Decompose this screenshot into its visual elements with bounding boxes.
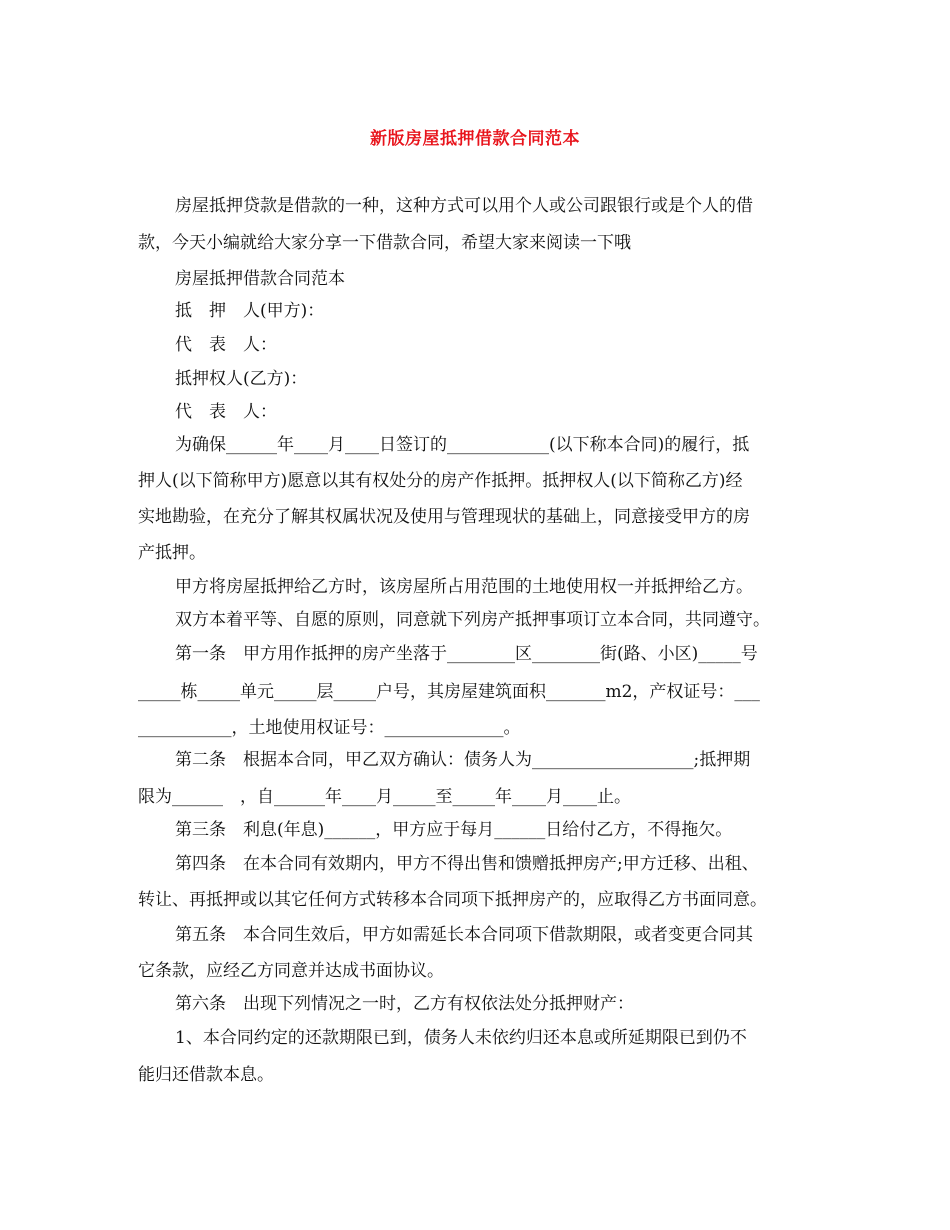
paragraph-line: 双方本着平等、自愿的原则，同意就下列房产抵押事项订立本合同，共同遵守。 bbox=[175, 610, 770, 630]
article-4-line: 第四条 在本合同有效期内，甲方不得出售和馈赠抵押房产;甲方迁移、出租、 bbox=[175, 854, 759, 874]
article-3-line: 第三条 利息(年息)______，甲方应于每月______日给付乙方，不得拖欠。 bbox=[175, 820, 733, 840]
article-1-line: ___________，土地使用权证号：______________。 bbox=[138, 718, 521, 738]
article-6-item-1: 1、本合同约定的还款期限已到，债务人未依约归还本息或所延期限已到仍不 bbox=[175, 1028, 747, 1048]
paragraph-line: 产抵押。 bbox=[138, 543, 206, 563]
article-6-item-1: 能归还借款本息。 bbox=[138, 1065, 274, 1085]
section-heading: 房屋抵押借款合同范本 bbox=[175, 269, 345, 289]
article-5-line: 第五条 本合同生效后，甲方如需延长本合同项下借款期限，或者变更合同其 bbox=[175, 925, 753, 945]
article-1-line: _____栋_____单元_____层_____户号，其房屋建筑面积_______m2，产权证号：___ bbox=[138, 682, 760, 702]
paragraph-line: 房屋抵押贷款是借款的一种，这种方式可以用个人或公司跟银行或是个人的借 bbox=[175, 196, 753, 216]
paragraph-line: 为确保______年____月____日签订的____________(以下称本合同)的履行，抵 bbox=[175, 435, 750, 455]
article-4-line: 转让、再抵押或以其它任何方式转移本合同项下抵押房产的，应取得乙方书面同意。 bbox=[138, 890, 767, 910]
party-a-label: 抵 押 人(甲方)： bbox=[175, 301, 325, 321]
paragraph-line: 甲方将房屋抵押给乙方时，该房屋所占用范围的土地使用权一并抵押给乙方。 bbox=[175, 577, 753, 597]
article-1-line: 第一条 甲方用作抵押的房产坐落于________区________街(路、小区)_____号 bbox=[175, 644, 758, 664]
article-5-line: 它条款，应经乙方同意并达成书面协议。 bbox=[138, 961, 444, 981]
paragraph-line: 款，今天小编就给大家分享一下借款合同，希望大家来阅读一下哦 bbox=[138, 233, 631, 253]
representative-label: 代 表 人： bbox=[175, 402, 277, 422]
paragraph-line: 实地勘验，在充分了解其权属状况及使用与管理现状的基础上，同意接受甲方的房 bbox=[138, 507, 750, 527]
article-2-line: 限为______ ，自______年____月_____至_____年____月____止。 bbox=[138, 787, 631, 807]
representative-label: 代 表 人： bbox=[175, 335, 277, 355]
party-b-label: 抵押权人(乙方)： bbox=[175, 369, 308, 389]
article-6-line: 第六条 出现下列情况之一时，乙方有权依法处分抵押财产： bbox=[175, 994, 634, 1014]
article-2-line: 第二条 根据本合同，甲乙双方确认：债务人为___________________;抵押期 bbox=[175, 750, 751, 770]
paragraph-line: 押人(以下简称甲方)愿意以其有权处分的房产作抵押。抵押权人(以下简称乙方)经 bbox=[138, 471, 743, 491]
document-title: 新版房屋抵押借款合同范本 bbox=[370, 129, 580, 149]
